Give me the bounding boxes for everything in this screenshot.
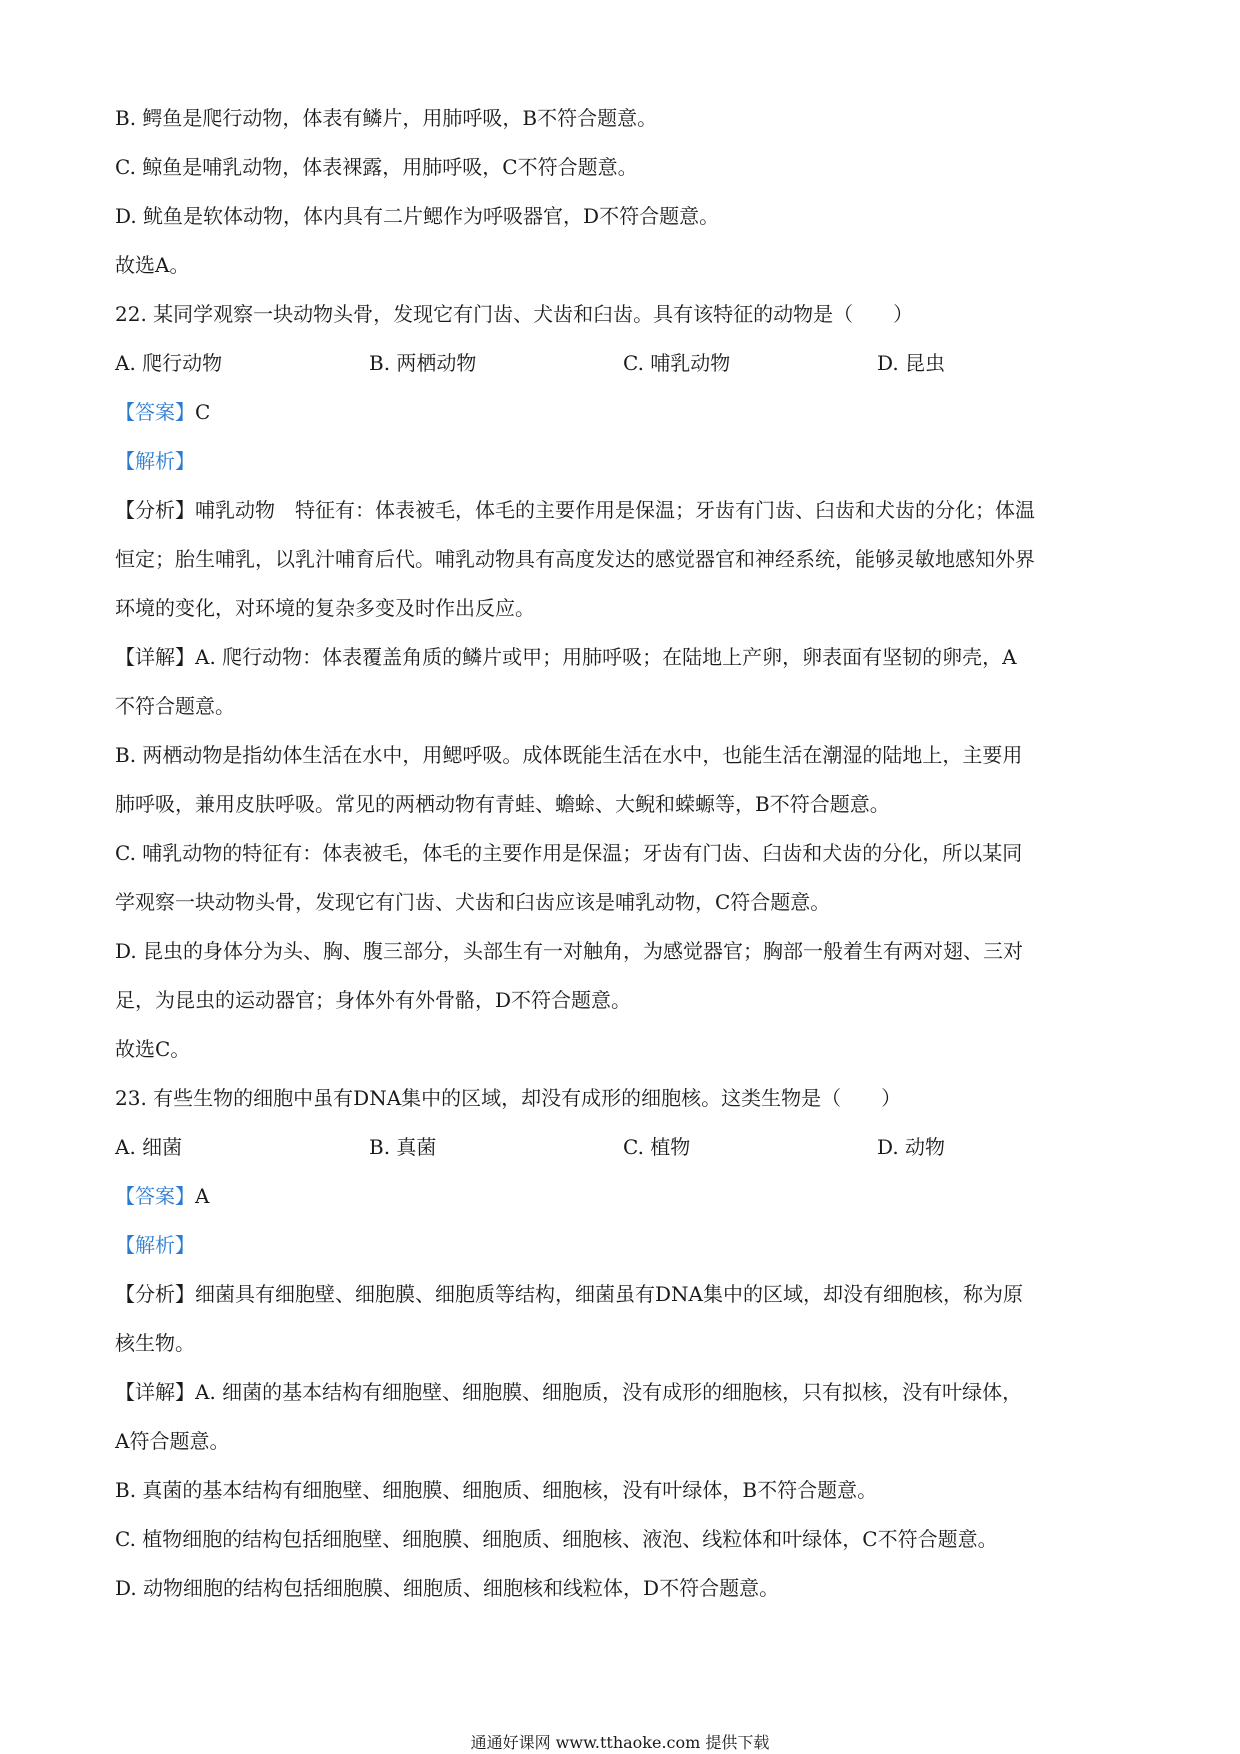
q22-body-line: D. 昆虫的身体分为头、胸、腹三部分，头部生有一对触角，为感觉器官；胸部一般着生有两对翅、三对	[115, 939, 1024, 963]
q22-analysis-heading	[115, 437, 1135, 486]
q23-options	[115, 1123, 1135, 1172]
q23-body-line: 核生物。	[115, 1331, 195, 1355]
page-footer[interactable]: 通通好课网 www.tthaoke.com 提供下载	[470, 1733, 770, 1752]
q23-option-a: A. 细菌	[115, 1135, 183, 1159]
q22-conclusion: 故选C。	[115, 1037, 191, 1061]
q22-option-c: C. 哺乳动物	[623, 351, 731, 375]
analysis-tag: 【解析】	[115, 449, 195, 473]
q22-option-b: B. 两栖动物	[369, 351, 477, 375]
answer-tag: 【答案】	[115, 400, 195, 424]
q23-body-line: B. 真菌的基本结构有细胞壁、细胞膜、细胞质、细胞核，没有叶绿体，B不符合题意。	[115, 1478, 878, 1502]
q22-body-line: 恒定；胎生哺乳，以乳汁哺育后代。哺乳动物具有高度发达的感觉器官和神经系统，能够灵敏地感知外界	[115, 547, 1035, 571]
q22-body-line: 环境的变化，对环境的复杂多变及时作出反应。	[115, 596, 535, 620]
q22-stem: 22. 某同学观察一块动物头骨，发现它有门齿、犬齿和臼齿。具有该特征的动物是（ ）	[115, 302, 914, 326]
q22-option-d: D. 昆虫	[877, 351, 946, 375]
q23-option-c: C. 植物	[623, 1135, 691, 1159]
q23-body-line: 【详解】A. 细菌的基本结构有细胞壁、细胞膜、细胞质，没有成形的细胞核，只有拟核，没有叶绿体，	[115, 1380, 1023, 1404]
document-page	[115, 94, 1135, 1613]
analysis-tag: 【解析】	[115, 1233, 195, 1257]
answer-tag: 【答案】	[115, 1184, 195, 1208]
q23-body-line: D. 动物细胞的结构包括细胞膜、细胞质、细胞核和线粒体，D不符合题意。	[115, 1576, 780, 1600]
q23-option-d: D. 动物	[877, 1135, 946, 1159]
q22-body-line: 肺呼吸，兼用皮肤呼吸。常见的两栖动物有青蛙、蟾蜍、大鲵和蝾螈等，B不符合题意。	[115, 792, 890, 816]
prev-option-c: C. 鲸鱼是哺乳动物，体表裸露，用肺呼吸，C不符合题意。	[115, 155, 638, 179]
answer-value: A	[195, 1184, 210, 1208]
prev-conclusion: 故选A。	[115, 253, 190, 277]
q22-body-line: 【详解】A. 爬行动物：体表覆盖角质的鳞片或甲；用肺呼吸；在陆地上产卵，卵表面有坚韧的卵壳，A	[115, 645, 1017, 669]
q22-option-a: A. 爬行动物	[115, 351, 223, 375]
q22-body-line: 【分析】哺乳动物 特征有：体表被毛，体毛的主要作用是保温；牙齿有门齿、臼齿和犬齿的分化；体温	[115, 498, 1035, 522]
q23-answer	[115, 1172, 1135, 1221]
q22-options	[115, 339, 1135, 388]
q22-body-line: 足，为昆虫的运动器官；身体外有外骨骼，D不符合题意。	[115, 988, 632, 1012]
q23-body-line: A符合题意。	[115, 1429, 230, 1453]
q23-stem: 23. 有些生物的细胞中虽有DNA集中的区域，却没有成形的细胞核。这类生物是（ ）	[115, 1086, 902, 1110]
q22-body-line: 不符合题意。	[115, 694, 235, 718]
q22-body-line: 学观察一块动物头骨，发现它有门齿、犬齿和臼齿应该是哺乳动物，C符合题意。	[115, 890, 831, 914]
q22-answer	[115, 388, 1135, 437]
q23-analysis-heading	[115, 1221, 1135, 1270]
prev-option-d: D. 鱿鱼是软体动物，体内具有二片鳃作为呼吸器官，D不符合题意。	[115, 204, 720, 228]
q23-option-b: B. 真菌	[369, 1135, 437, 1159]
q22-body-line: C. 哺乳动物的特征有：体表被毛，体毛的主要作用是保温；牙齿有门齿、臼齿和犬齿的分化，所以某同	[115, 841, 1023, 865]
answer-value: C	[195, 400, 211, 424]
q23-body-line: C. 植物细胞的结构包括细胞壁、细胞膜、细胞质、细胞核、液泡、线粒体和叶绿体，C不符合题意。	[115, 1527, 998, 1551]
q23-body-line: 【分析】细菌具有细胞壁、细胞膜、细胞质等结构，细菌虽有DNA集中的区域，却没有细胞核，称为原	[115, 1282, 1023, 1306]
prev-option-b: B. 鳄鱼是爬行动物，体表有鳞片，用肺呼吸，B不符合题意。	[115, 106, 658, 130]
q22-body-line: B. 两栖动物是指幼体生活在水中，用鳃呼吸。成体既能生活在水中，也能生活在潮湿的陆地上，主要用	[115, 743, 1023, 767]
